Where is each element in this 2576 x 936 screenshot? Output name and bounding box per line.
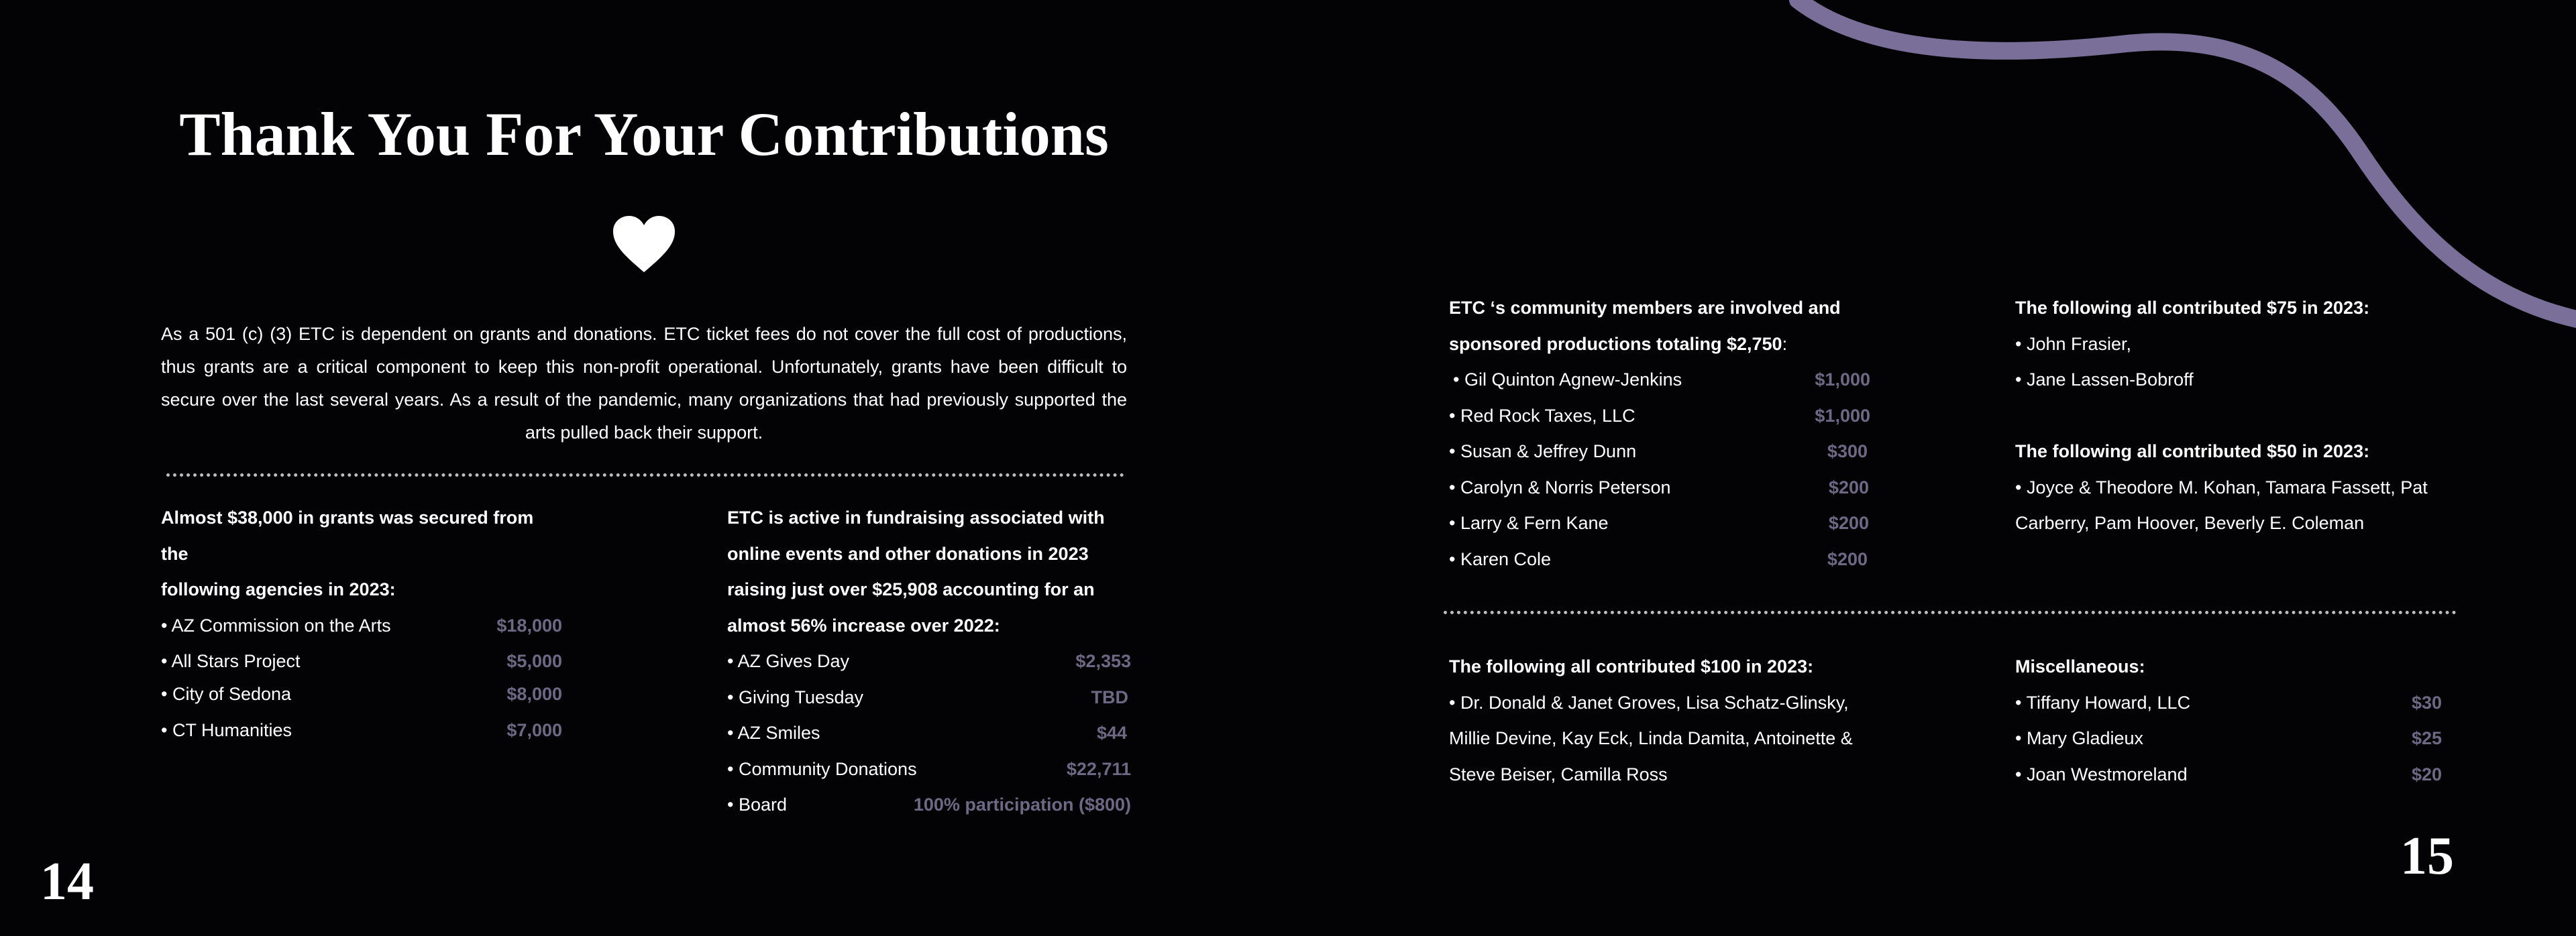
dotted-divider [166,473,1124,477]
misc-item [2015,685,2442,721]
community-heading-line: sponsored productions totaling $2,750: [1449,333,1788,354]
contrib-100-heading: The following all contributed $100 in 2023: [1449,656,1814,677]
community-amount: $1,000 [1815,369,1870,390]
fundraising-item [727,752,1131,788]
grant-name: • CT Humanities [161,719,292,740]
grant-item [161,677,562,713]
fundraising-item [727,715,1131,752]
fundraising-amount: TBD [1091,687,1128,707]
community-amount: $200 [1828,477,1869,498]
grant-amount: $18,000 [496,615,562,636]
grant-amount: $8,000 [506,684,562,704]
dotted-divider [1444,611,2457,614]
contrib-50-line: • Joyce & Theodore M. Kohan, Tamara Fassett, Pat [2015,477,2428,498]
fundraising-amount: $44 [1096,723,1127,743]
community-amount: $200 [1827,548,1868,569]
community-item [1449,398,1870,434]
heart-icon [612,215,676,274]
intro-paragraph: As a 501 (c) (3) ETC is dependent on grants and donations. ETC ticket fees do not cover the full cost of productions, thus grants are a critical component to keep this non-profit operational. Unfortunately, grants have been difficult to secure over the last several years. As a result of the pandemic, many organizations that had previously supported the arts pulled back their support. [161,324,1127,443]
misc-section [2015,649,2442,793]
contrib-75-heading: The following all contributed $75 in 2023: [2015,298,2370,318]
contrib-75-item: • John Frasier, [2015,333,2132,354]
contrib-100-line: • Dr. Donald & Janet Groves, Lisa Schatz-Glinsky, [1449,692,1849,713]
fundraising-item [727,680,1131,716]
contrib-50-section [2015,434,2478,542]
fundraising-name: • Community Donations [727,758,917,779]
page-number-right: 15 [2400,827,2454,886]
community-item [1449,506,1870,542]
misc-name: • Mary Gladieux [2015,728,2144,748]
page-title: Thank You For Your Contributions [179,100,1109,168]
community-amount: $300 [1827,441,1868,461]
fundraising-name: • AZ Gives Day [727,651,849,671]
community-name: • Gil Quinton Agnew-Jenkins [1453,369,1682,390]
misc-amount: $25 [2411,728,2442,748]
community-item [1449,542,1870,578]
fundraising-name: • AZ Smiles [727,723,820,743]
misc-item [2015,721,2442,757]
fundraising-heading-line: online events and other donations in 2023 [727,543,1089,564]
misc-amount: $30 [2411,692,2442,713]
contrib-50-line: Carberry, Pam Hoover, Beverly E. Coleman [2015,513,2365,533]
contrib-100-section [1449,649,1905,793]
community-name: • Karen Cole [1449,548,1552,569]
fundraising-name: • Giving Tuesday [727,687,864,707]
contrib-75-item: • Jane Lassen-Bobroff [2015,369,2194,390]
community-name: • Larry & Fern Kane [1449,513,1609,533]
community-section [1449,290,1870,577]
fundraising-amount: 100% participation ($800) [913,795,1131,815]
fundraising-heading-line: raising just over $25,908 accounting for an [727,579,1095,599]
community-name: • Susan & Jeffrey Dunn [1449,441,1637,461]
fundraising-section [727,500,1131,823]
grant-item [161,644,562,677]
grants-heading-line: Almost $38,000 in grants was secured from the [161,508,534,564]
community-name: • Red Rock Taxes, LLC [1449,405,1635,426]
grant-name: • All Stars Project [161,651,301,671]
community-amount: $1,000 [1815,405,1870,426]
grant-name: • AZ Commission on the Arts [161,615,391,636]
community-heading-line: ETC ‘s community members are involved and [1449,298,1841,318]
community-item [1449,470,1870,506]
contrib-100-line: Steve Beiser, Camilla Ross [1449,764,1668,784]
grants-section [161,500,562,748]
grant-name: • City of Sedona [161,684,292,704]
misc-item [2015,757,2442,793]
fundraising-name: • Board [727,795,788,815]
misc-amount: $20 [2411,764,2442,784]
fundraising-amount: $22,711 [1066,758,1131,779]
community-item [1449,362,1870,398]
community-item [1449,434,1870,470]
contrib-50-heading: The following all contributed $50 in 2023: [2015,441,2370,461]
misc-name: • Tiffany Howard, LLC [2015,692,2191,713]
community-amount: $200 [1828,513,1869,533]
community-name: • Carolyn & Norris Peterson [1449,477,1671,498]
page-number-left: 14 [40,852,94,911]
grant-item [161,713,562,749]
fundraising-heading-line: ETC is active in fundraising associated with [727,508,1105,528]
grant-amount: $5,000 [506,651,562,671]
grant-amount: $7,000 [506,719,562,740]
contrib-75-section [2015,290,2471,398]
misc-name: • Joan Westmoreland [2015,764,2188,784]
fundraising-heading-line: almost 56% increase over 2022: [727,615,1000,636]
fundraising-amount: $2,353 [1075,651,1131,671]
grants-heading-line: following agencies in 2023: [161,579,396,599]
fundraising-item [727,787,1131,823]
grant-item [161,608,562,644]
misc-heading: Miscellaneous: [2015,656,2145,677]
contrib-100-line: Millie Devine, Kay Eck, Linda Damita, Antoinette & [1449,728,1853,748]
fundraising-item [727,644,1131,680]
